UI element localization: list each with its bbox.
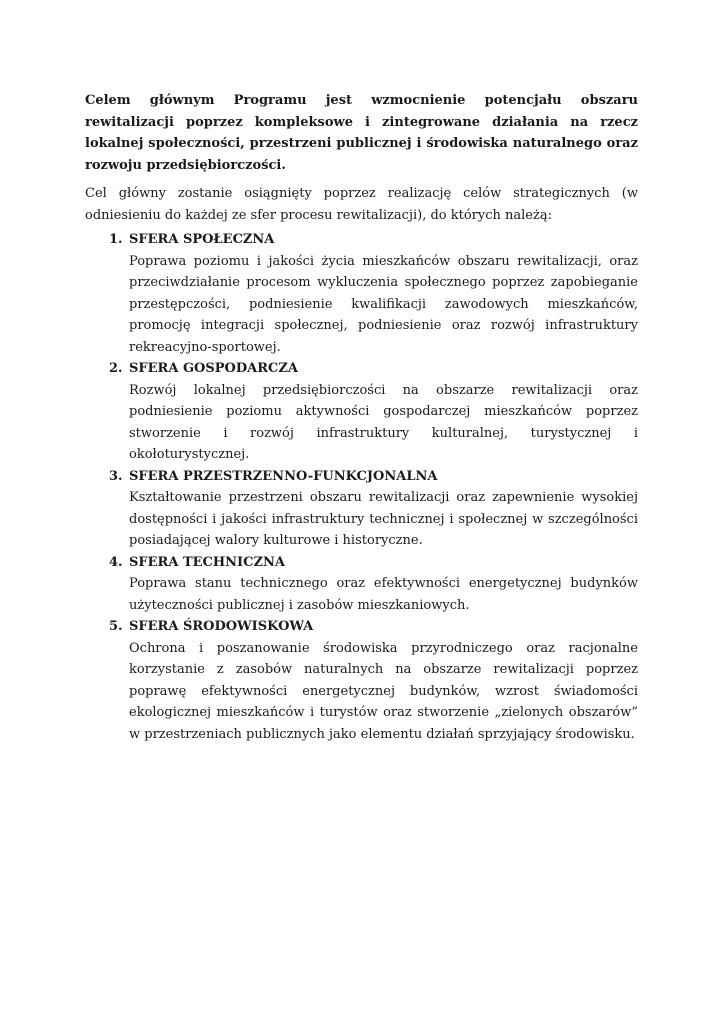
main-goal-paragraph: Celem głównym Programu jest wzmocnienie potencjału obszaru rewitalizacji poprzez kompleksowe i zintegrowane działania na rzecz lokalnej społeczności, przestrzeni publicznej i środowiska naturalnego oraz rozwoju przedsiębiorczości. [85,93,638,173]
list-item-number: 4. [109,554,123,570]
list-item [85,616,638,745]
list-item-number: 3. [109,468,123,484]
list-item [85,229,638,358]
list-item-number: 5. [109,619,123,634]
sphere-title: SFERA GOSPODARCZA [129,361,298,376]
sphere-description: Poprawa stanu technicznego oraz efektywności energetycznej budynków użyteczności publicznej i zasobów mieszkaniowych. [129,576,638,613]
list-item [85,358,638,466]
strategic-goals-intro: Cel główny zostanie osiągnięty poprzez realizację celów strategicznych (w odniesieniu do każdej ze sfer procesu rewitalizacji), do których należą: [85,186,638,223]
sphere-title: SFERA SPOŁECZNA [129,232,275,247]
list-item [85,552,638,617]
list-item [85,466,638,552]
list-item-number: 2. [109,361,123,376]
sphere-description: Ochrona i poszanowanie środowiska przyrodniczego oraz racjonalne korzystanie z zasobów naturalnych na obszarze rewitalizacji poprzez poprawę efektywności energetycznej budynków, wzrost świadomości ekologicznej mieszkańców i turystów oraz stworzenie „zielonych obszarów” w przestrzeniach publicznych jako elementu działań sprzyjający środowisku. [129,640,638,742]
spheres-list [85,229,638,745]
sphere-title: SFERA TECHNICZNA [129,554,285,570]
list-item-number: 1. [109,232,123,247]
sphere-description: Kształtowanie przestrzeni obszaru rewitalizacji oraz zapewnienie wysokiej dostępności i jakości infrastruktury technicznej i społecznej w szczególności posiadającej walory kulturowe i historyczne. [129,490,638,548]
sphere-description: Poprawa poziomu i jakości życia mieszkańców obszaru rewitalizacji, oraz przeciwdziałanie procesom wykluczenia społecznego poprzez zapobieganie przestępczości, podniesienie kwalifikacji zawodowych mieszkańców, promocję integracji społecznej, podniesienie oraz rozwój infrastruktury rekreacyjno-sportowej. [129,253,638,355]
sphere-title: SFERA ŚRODOWISKOWA [129,619,314,634]
document-page [85,90,638,745]
sphere-description: Rozwój lokalnej przedsiębiorczości na obszarze rewitalizacji oraz podniesienie poziomu aktywności gospodarczej mieszkańców poprzez stworzenie i rozwój infrastruktury kulturalnej, turystycznej i okołoturystycznej. [129,382,638,462]
sphere-title: SFERA PRZESTRZENNO-FUNKCJONALNA [129,468,438,484]
